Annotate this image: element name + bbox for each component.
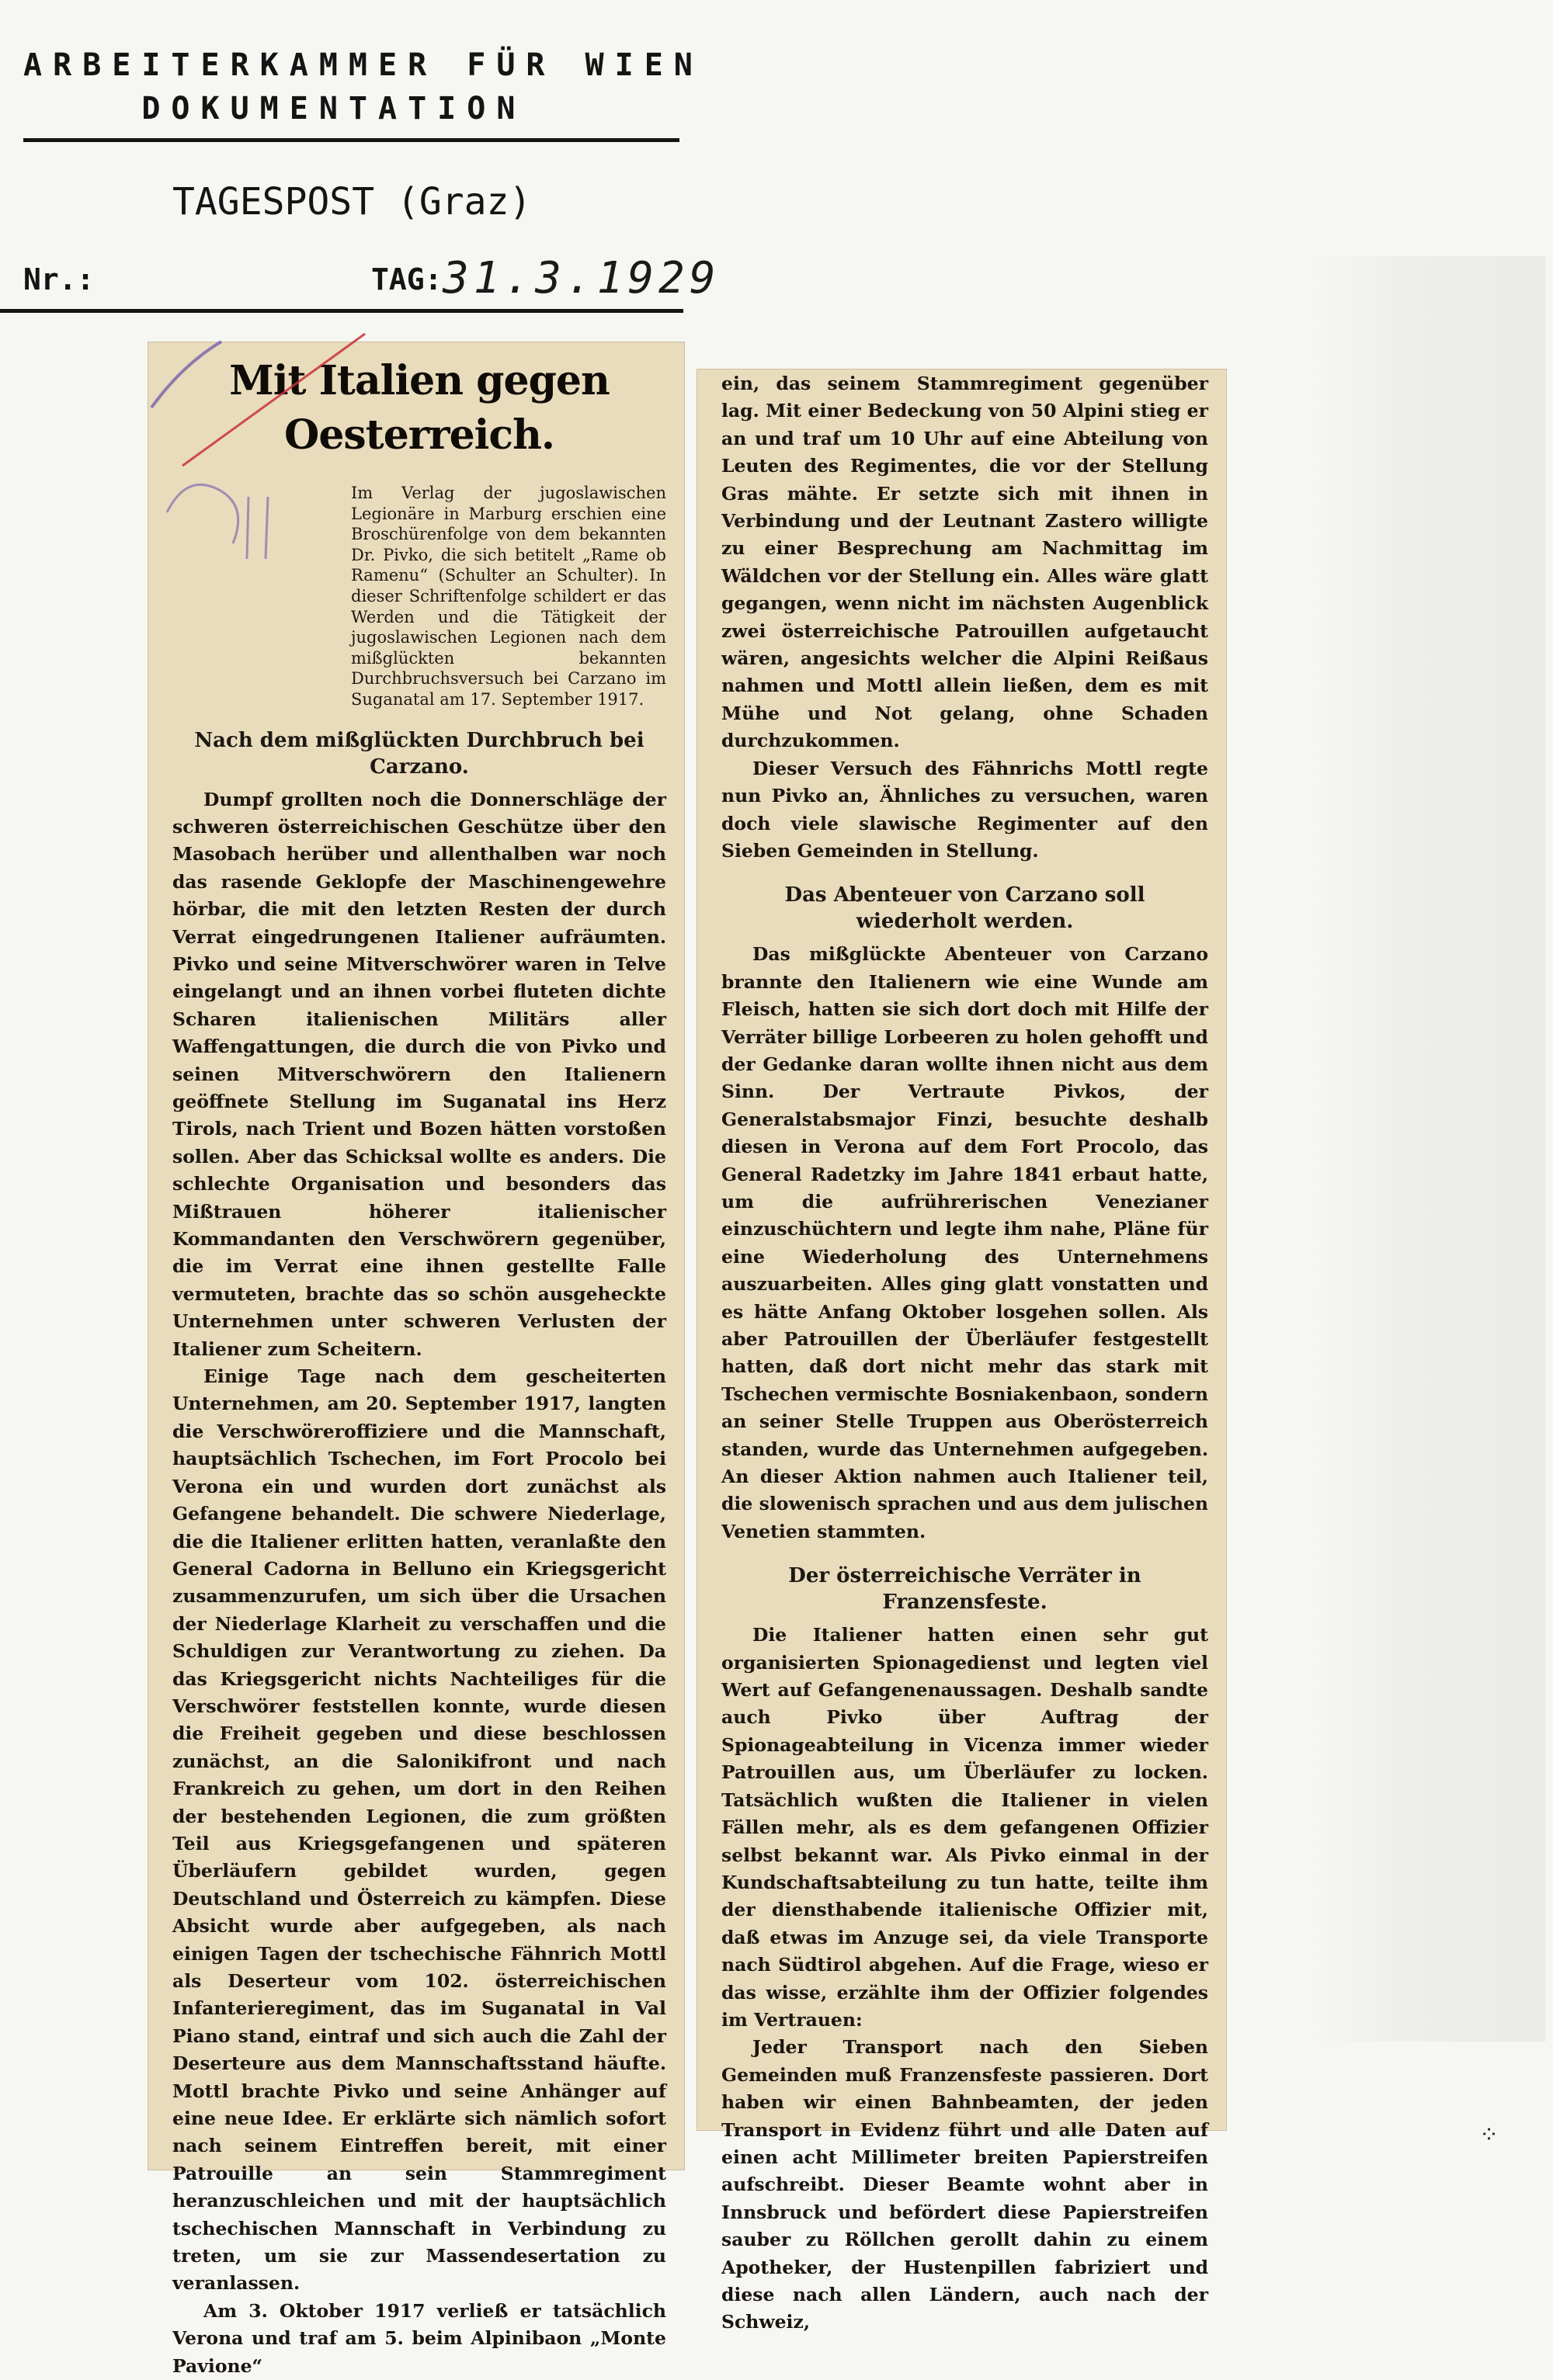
section-title-2: Das Abenteuer von Carzano soll wiederholt werden. <box>784 883 1145 934</box>
handwritten-date: 31.3.1929 <box>443 253 721 304</box>
bleed-through-shadow <box>1312 256 1545 2042</box>
paragraph: Dumpf grollten noch die Donnerschläge der schweren österreichischen Geschütze über den Masobach herüber und allenthalben war noch das rasende Geklopfe der Maschinengewehre hörbar, die mit den letzten Resten der durch Verrat eingedrungenen Italiener aufräumten. Pivko und seine Mitverschwörer waren in Telve eingelangt und an ihnen vorbei fluteten dichte Scharen italienischen Militärs aller Waffengattungen, die durch die von Pivko und seinen Mitverschwörern den Italienern geöffnete Stellung im Suganatal ins Herz Tirols, nach Trient und Bozen hätten vorstoßen sollen. Aber das Schicksal wollte es anders. Die schlechte Organisation und besonders das Mißtrauen höherer italienischer Kommandanten den Verschwörern gegenüber, die im Verrat eine ihnen gestellte Falle vermuteten, brachte das so schön ausgeheckte Unternehmen unter schweren Verlusten der Italiener zum Scheitern. <box>172 788 666 1360</box>
paragraph: Einige Tage nach dem gescheiterten Unternehmen, am 20. September 1917, langten die Verschwöreroffiziere und die Mannschaft, hauptsächlich Tschechen, im Fort Procolo bei Verona ein und wurden dort zunächst als Gefangene behandelt. Die schwere Niederlage, die die Italiener erlitten hatten, veranlaßte den General Cadorna in Belluno ein Kriegsgericht zusammenzurufen, um sich über die Ursachen der Niederlage Klarheit zu verschaffen und die Schuldigen zur Verantwortung zu ziehen. Da das Kriegsgericht nichts Nachteiliges für die Verschwörer feststellen konnte, wurde diesen die Freiheit gegeben und diese beschlossen zunächst, an die Salonikifront und nach Frankreich zu gehen, um dort in den Reihen der bestehenden Legionen, die zum größten Teil aus Kriegsgefangenen und späteren Überläufern gebildet wurden, gegen Deutschland und Österreich zu kämpfen. Diese Absicht wurde aber aufgegeben, als nach einigen Tagen der tschechische Fähnrich Mottl als Deserteur vom 102. österreichischen Infanterieregiment, das im Suganatal in Val Piano stand, eintraf und sich auch die Zahl der Deserteure aus dem Mannschaftsstand häufte. Mottl brachte Pivko und seine Anhänger auf eine neue Idee. Er erklärte sich nämlich sofort nach seinem Eintreffen bereit, mit einer Patrouille an sein Stammregiment heranzuschleichen und mit der hauptsächlich tschechischen Mannschaft in Verbindung zu treten, um sie zur Massendesertation zu veranlassen. <box>172 1365 666 2295</box>
newspaper-name: TAGESPOST (Graz) <box>172 180 532 224</box>
number-label: Nr.: <box>23 262 95 297</box>
paragraph: Das mißglückte Abenteuer von Carzano brannte den Italienern wie eine Wunde am Fleisch, hatten sie sich dort doch mit Hilfe der Verräter billige Lorbeeren zu holen gehofft und der Gedanke daran wollte ihnen nicht aus dem Sinn. Der Vertraute Pivkos, der Generalstabsmajor Finzi, besuchte deshalb diesen in Verona auf dem Fort Procolo, das General Radetzky im Jahre 1841 erbaut hatte, um die aufrührerischen Venezianer einzuschüchtern und legte ihm nahe, Pläne für eine Wiederholung des Unternehmens auszuarbeiten. Alles ging glatt vonstatten und es hätte Anfang Oktober losgehen sollen. Als aber Patrouillen der Überläufer festgestellt hatten, daß dort nicht mehr das stark mit Tschechen vermischte Bosniakenbaon, sondern an seiner Stelle Truppen aus Oberösterreich standen, wurde das Unternehmen aufgegeben. An dieser Aktion nahmen auch Italiener teil, die slowenisch sprachen und aus dem julischen Venetien stammten. <box>721 943 1208 1542</box>
header-rule-bottom <box>0 309 683 313</box>
article-headline: Mit Italien gegen Oesterreich. <box>229 357 610 459</box>
date-label: TAG: <box>371 262 443 297</box>
clipping-column-right <box>697 369 1227 2333</box>
paragraph: Jeder Transport nach den Sieben Gemeinden muß Franzensfeste passieren. Dort haben wir einen Bahnbeamten, der jeden Transport in Evidenz führt und alle Daten auf einen acht Millimeter breiten Papierstreifen aufschreibt. Dieser Beamte wohnt aber in Innsbruck und befördert diese Papierstreifen sauber zu Röllchen gerollt dahin zu einem Apotheker, der Hustenpillen fabriziert und diese nach allen Ländern, auch nach der Schweiz, <box>721 2036 1208 2333</box>
corner-mark: ⁘ <box>1479 2122 1499 2149</box>
paragraph: Dieser Versuch des Fähnrichs Mottl regte nun Pivko an, Ähnliches zu versuchen, waren doch viele slawische Regimenter auf den Sieben Gemeinden in Stellung. <box>721 757 1208 862</box>
org-line-2: DOKUMENTATION <box>141 91 526 127</box>
clipping-column-left <box>148 342 685 2377</box>
header-rule-top <box>23 138 679 142</box>
paragraph: Die Italiener hatten einen sehr gut organisierten Spionagedienst und legten viel Wert auf Gefangenenaussagen. Deshalb sandte auch Pivko über Auftrag der Spionageabteilung in Vicenza immer wieder Patrouillen aus, um Überläufer zu locken. Tatsächlich wußten die Italiener in vielen Fällen mehr, als es dem gefangenen Offizier selbst bekannt war. Als Pivko einmal in der Kundschaftsabteilung zu tun hatte, teilte ihm der diensthabende italienische Offizier mit, daß etwas im Anzuge sei, da viele Transporte nach Südtirol abgehen. Auf die Frage, wieso er das wisse, erzählte ihm der Offizier folgendes im Vertrauen: <box>721 1624 1208 2031</box>
org-line-1: ARBEITERKAMMER FÜR WIEN <box>23 47 704 83</box>
archive-header <box>23 43 704 130</box>
section-title-3: Der österreichische Verräter in Franzensfeste. <box>788 1564 1141 1615</box>
paragraph: Am 3. Oktober 1917 verließ er tatsächlich Verona und traf am 5. beim Alpinibaon „Monte Pavione“ <box>172 2299 666 2377</box>
section-title-1: Nach dem mißglückten Durchbruch bei Carzano. <box>194 728 644 779</box>
paragraph: ein, das seinem Stammregiment gegenüber lag. Mit einer Bedeckung von 50 Alpini stieg er an und traf um 10 Uhr auf eine Abteilung von Leuten des Regimentes, die vor der Stellung Gras mähte. Er setzte sich mit ihnen in Verbindung und der Leutnant Zastero willigte zu einer Besprechung am Nachmittag im Wäldchen vor der Stellung ein. Alles wäre glatt gegangen, wenn nicht im nächsten Augenblick zwei österreichische Patrouillen aufgetaucht wären, angesichts welcher die Alpini Reißaus nahmen und Mottl allein ließen, dem es mit Mühe und Not gelang, ohne Schaden durchzukommen. <box>721 373 1208 752</box>
article-lead: Im Verlag der jugoslawischen Legionäre in Marburg erschien eine Broschürenfolge von dem bekannten Dr. Pivko, die sich betitelt „Rame ob Ramenu“ (Schulter an Schulter). In dieser Schriftenfolge schildert er das Werden und die Tätigkeit der jugoslawischen Legionen nach dem mißglückten bekannten Durchbruchsversuch bei Carzano im Suganatal am 17. September 1917. <box>351 484 666 709</box>
